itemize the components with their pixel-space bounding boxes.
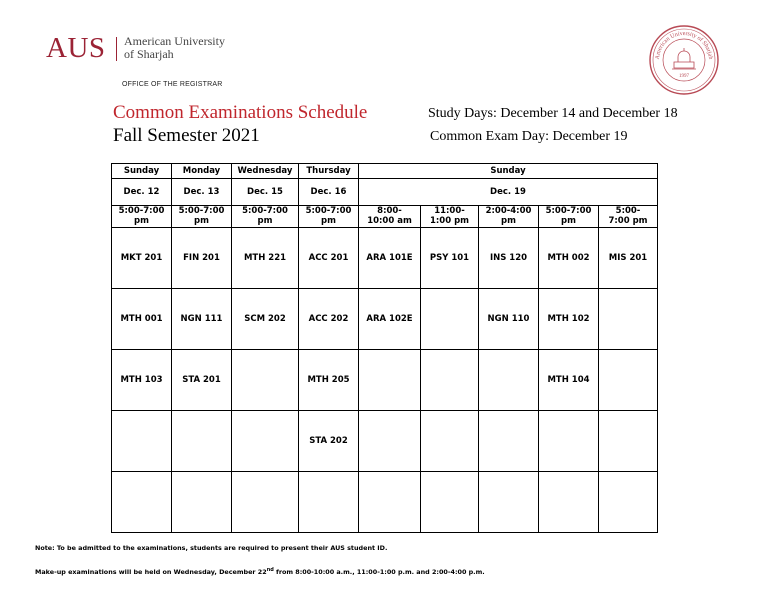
course-cell [359,350,421,411]
course-cell: MTH 103 [112,350,172,411]
time-slot [112,206,172,228]
course-cell [232,472,299,533]
course-cell [299,472,359,533]
date-header: Dec. 15 [232,179,299,206]
time-slot-line: pm [561,215,576,226]
course-cell [359,411,421,472]
course-cell: STA 201 [172,350,232,411]
seal-text: American University of Sharjah [654,30,714,60]
time-slot-line: 8:00- [377,206,402,216]
time-slot-line: pm [134,215,149,226]
course-cell: SCM 202 [232,289,299,350]
office-label: OFFICE OF THE REGISTRAR [122,81,223,88]
course-cell [232,411,299,472]
course-cell [539,411,599,472]
time-slot-line: 10:00 am [367,215,412,226]
course-cell: STA 202 [299,411,359,472]
course-cell: ACC 202 [299,289,359,350]
course-cell: MTH 001 [112,289,172,350]
time-slot [539,206,599,228]
makeup-note [35,567,485,576]
course-cell [421,411,479,472]
time-slot [232,206,299,228]
time-slot-line: 1:00 pm [429,215,470,226]
course-cell [232,350,299,411]
course-cell: FIN 201 [172,228,232,289]
day-header: Wednesday [232,164,299,179]
course-cell: ACC 201 [299,228,359,289]
course-cell [172,472,232,533]
course-cell [112,411,172,472]
exam-rows [112,228,658,533]
course-cell [421,350,479,411]
course-cell [421,289,479,350]
course-cell: NGN 110 [479,289,539,350]
time-slot-line: pm [194,215,209,226]
time-slot-line: 5:00-7:00 [178,206,225,216]
course-cell [599,472,658,533]
logo-abbr: AUS [46,32,106,64]
day-header: Monday [172,164,232,179]
common-exam-day: Common Exam Day: December 19 [430,129,628,144]
course-cell [112,472,172,533]
exam-row [112,472,658,533]
time-slot-line: 2:00-4:00 [485,206,532,216]
course-cell [479,350,539,411]
course-cell [539,472,599,533]
course-cell [599,411,658,472]
time-slot [479,206,539,228]
time-slot-line: pm [257,215,273,226]
date-header: Dec. 19 [359,179,658,206]
university-seal-icon [648,24,720,96]
id-note: Note: To be admitted to the examinations, students are required to present their AUS student ID. [35,544,388,552]
course-cell [599,289,658,350]
course-cell [599,350,658,411]
time-slot-line: 7:00 pm [608,215,648,226]
date-row [112,179,658,206]
course-cell: INS 120 [479,228,539,289]
exam-row [112,350,658,411]
date-header: Dec. 13 [172,179,232,206]
day-header: Sunday [359,164,658,179]
time-slot [299,206,359,228]
exam-row [112,289,658,350]
day-header: Sunday [112,164,172,179]
date-header: Dec. 12 [112,179,172,206]
course-cell [172,411,232,472]
time-row [112,206,658,228]
time-slot-line: 5:00-7:00 [545,206,592,216]
course-cell [421,472,479,533]
course-cell: PSY 101 [421,228,479,289]
time-slot [172,206,232,228]
day-row [112,164,658,179]
time-slot-line: pm [321,215,336,226]
course-cell: MTH 102 [539,289,599,350]
course-cell: MIS 201 [599,228,658,289]
time-slot-line: 11:00- [434,206,465,216]
course-cell: MTH 205 [299,350,359,411]
makeup-note-text-a: Make-up examinations will be held on Wednesday, December 22 [35,568,267,577]
course-cell [479,472,539,533]
course-cell: NGN 111 [172,289,232,350]
date-header: Dec. 16 [299,179,359,206]
course-cell: MTH 221 [232,228,299,289]
logo-name-line2: of Sharjah [124,47,174,61]
course-cell: ARA 102E [359,289,421,350]
time-slot-line: 5:00- [615,206,641,216]
time-slot-line: 5:00-7:00 [242,206,288,216]
time-slot [599,206,658,228]
logo-name-line1: American University [124,34,225,48]
time-slot-line: 5:00-7:00 [118,206,165,216]
logo-name [124,35,225,61]
exam-schedule-table [111,163,658,533]
time-slot [359,206,421,228]
course-cell: MTH 002 [539,228,599,289]
course-cell [359,472,421,533]
study-days: Study Days: December 14 and December 18 [428,106,678,121]
course-cell: MKT 201 [112,228,172,289]
exam-row [112,411,658,472]
course-cell: MTH 104 [539,350,599,411]
makeup-note-sup: nd [266,567,274,573]
schedule-title: Common Examinations Schedule [113,102,368,123]
time-slot [421,206,479,228]
makeup-note-text-b: from 8:00-10:00 a.m., 11:00-1:00 p.m. and 2:00-4:00 p.m. [273,568,485,577]
time-slot-line: 5:00-7:00 [305,206,352,216]
course-cell: ARA 101E [359,228,421,289]
day-header: Thursday [299,164,359,179]
semester-title: Fall Semester 2021 [113,125,260,146]
course-cell [479,411,539,472]
exam-row [112,228,658,289]
time-slot-line: pm [501,215,516,226]
seal-year: 1997 [679,74,689,79]
logo-divider [116,37,117,61]
